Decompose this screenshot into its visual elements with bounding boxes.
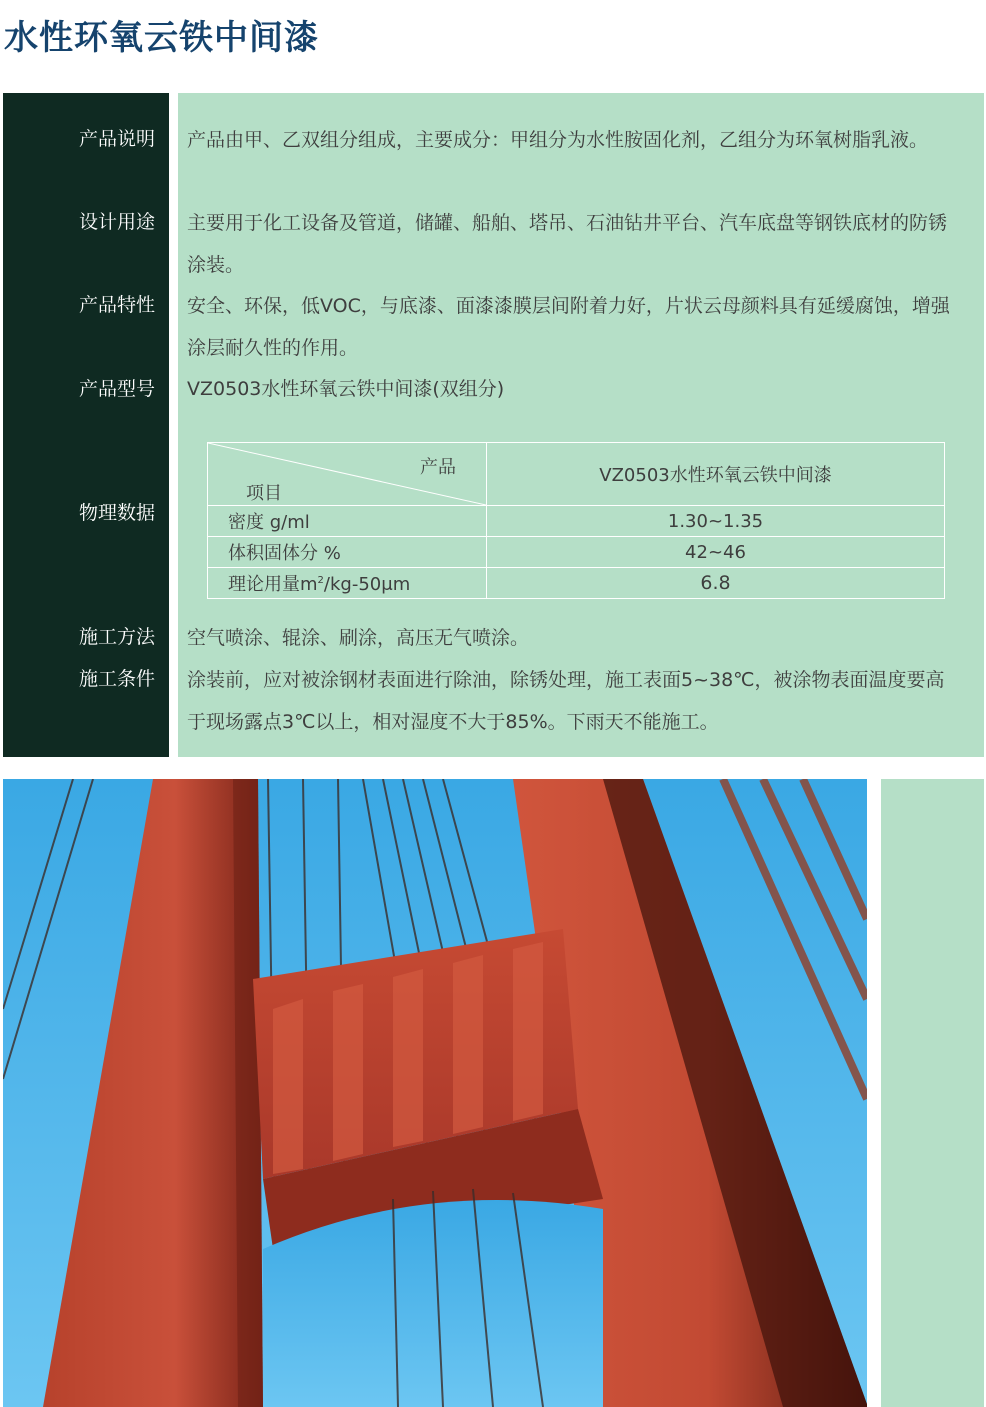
row-value-density: 1.30~1.35 — [487, 506, 945, 537]
row-label-solids: 体积固体分 % — [208, 537, 487, 568]
label-product-description: 产品说明 — [78, 128, 155, 150]
row-label-density: 密度 g/ml — [208, 506, 487, 537]
design-use-text: 主要用于化工设备及管道，储罐、船舶、塔吊、石油钻井平台、汽车底盘等钢铁底材的防锈涂装。 — [187, 212, 948, 276]
product-description-text: 产品由甲、乙双组分组成，主要成分：甲组分为水性胺固化剂，乙组分为环氧树脂乳液。 — [187, 129, 929, 151]
application-method-text: 空气喷涂、辊涂、刷涂，高压无气喷涂。 — [187, 627, 530, 649]
label-application-conditions: 施工条件 — [78, 668, 155, 690]
bridge-tower-photo — [3, 779, 867, 1407]
table-corner-cell — [208, 443, 487, 506]
page-title: 水性环氧云铁中间漆 — [4, 18, 319, 58]
coverage-label-main: 理论用量m — [228, 574, 318, 595]
side-strip — [881, 779, 984, 1407]
table-header-row — [208, 443, 945, 506]
product-model-text: VZ0503水性环氧云铁中间漆(双组分) — [187, 378, 505, 400]
coverage-label-superscript: 2 — [317, 575, 324, 586]
application-conditions-text: 涂装前，应对被涂钢材表面进行除油，除锈处理，施工表面5~38℃，被涂物表面温度要高于现场露点3℃以上，相对湿度不大于85%。下雨天不能施工。 — [187, 669, 945, 733]
label-column — [3, 93, 169, 757]
bridge-illustration — [3, 779, 867, 1407]
table-row — [208, 537, 945, 568]
header-product-label: 产品 — [420, 457, 456, 478]
coverage-label-unit: /kg-50μm — [323, 574, 411, 595]
row-label-coverage — [208, 568, 487, 599]
label-design-use: 设计用途 — [78, 211, 155, 233]
label-physical-data: 物理数据 — [78, 502, 155, 524]
row-value-coverage: 6.8 — [487, 568, 945, 599]
label-application-method: 施工方法 — [78, 626, 155, 648]
physical-data-table — [207, 442, 945, 599]
table-row — [208, 506, 945, 537]
label-product-features: 产品特性 — [78, 294, 155, 316]
header-product-name: VZ0503水性环氧云铁中间漆 — [487, 443, 945, 506]
table-row — [208, 568, 945, 599]
product-features-text: 安全、环保，低VOC，与底漆、面漆漆膜层间附着力好，片状云母颜料具有延缓腐蚀，增强涂层耐久性的作用。 — [187, 295, 950, 359]
label-product-model: 产品型号 — [78, 378, 155, 400]
header-item-label: 项目 — [246, 483, 282, 504]
row-value-solids: 42~46 — [487, 537, 945, 568]
